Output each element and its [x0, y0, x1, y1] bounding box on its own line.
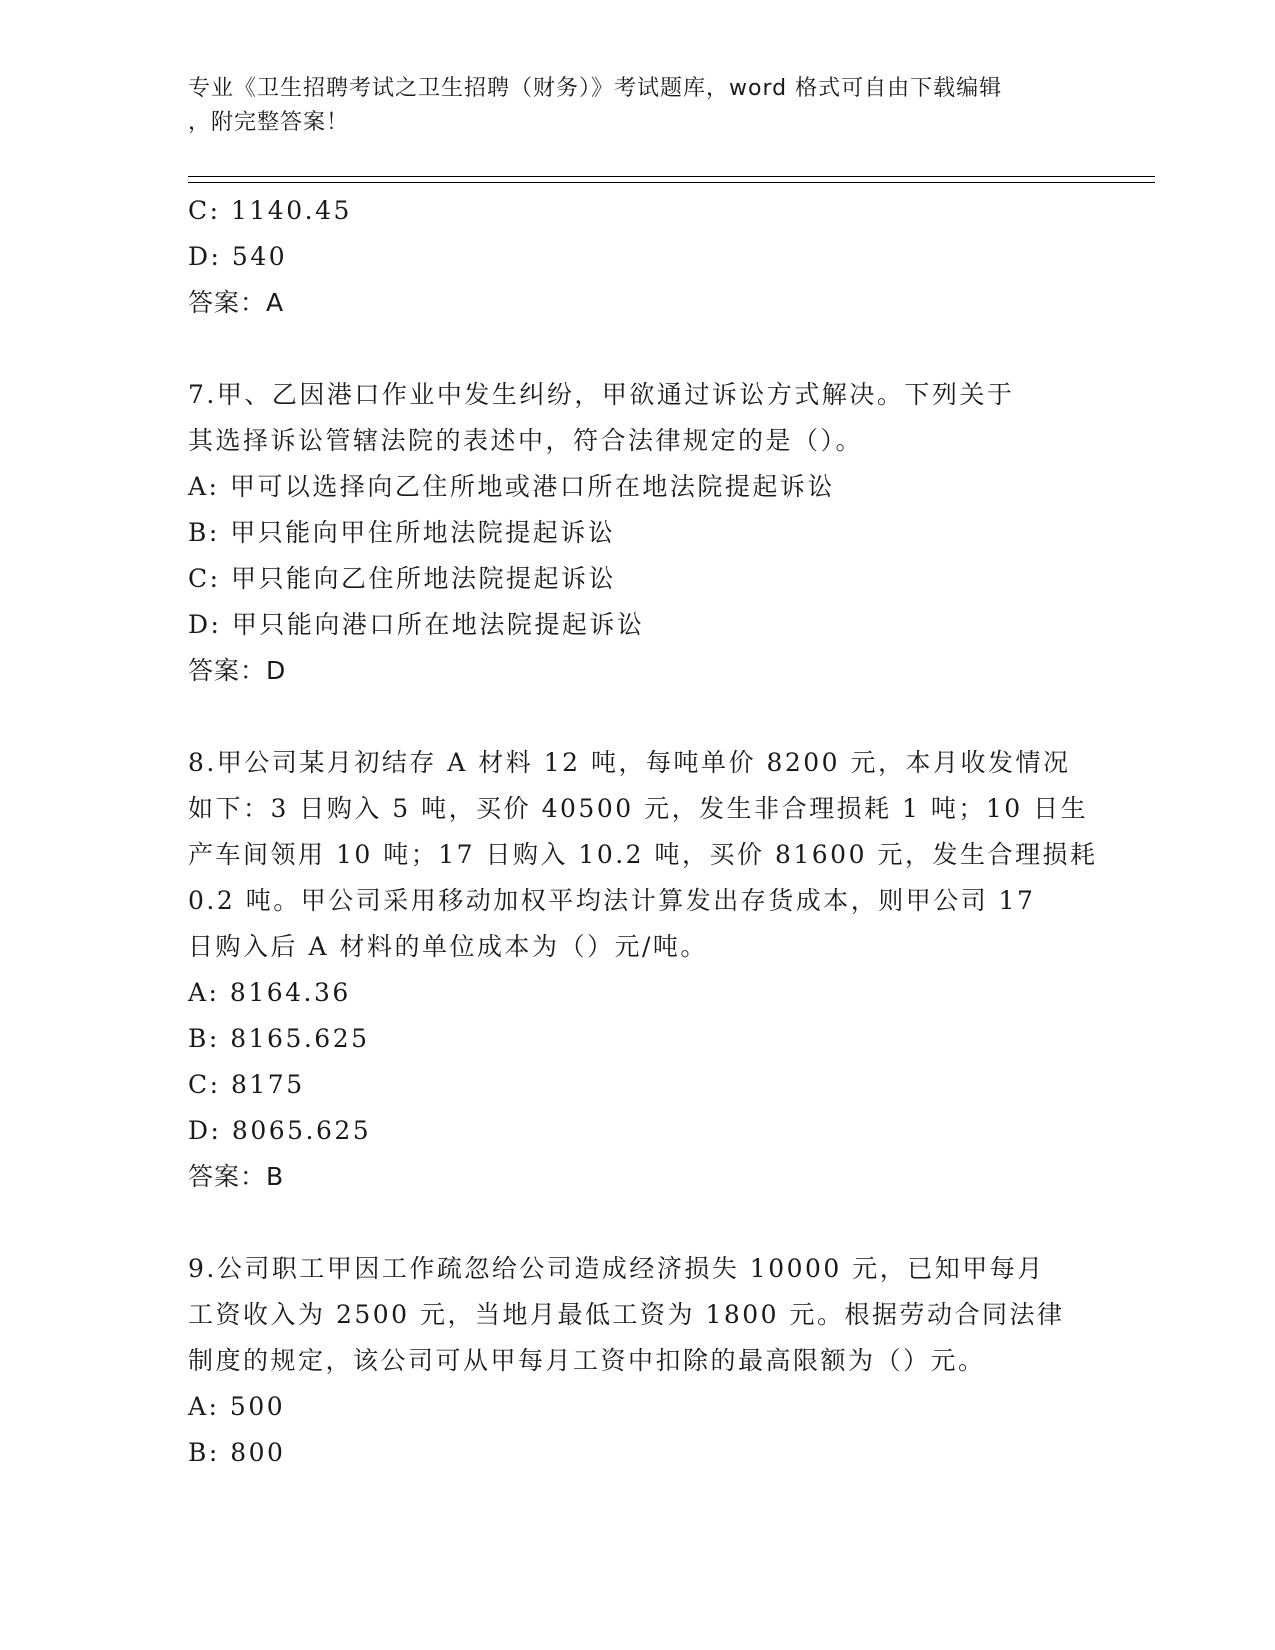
question-9-text-line-1: 9.公司职工甲因工作疏忽给公司造成经济损失 10000 元，已知甲每月 — [188, 1254, 1045, 1283]
question-8-option-c: C: 8175 — [188, 1070, 305, 1099]
question-8-text-line-5: 日购入后 A 材料的单位成本为（）元/吨。 — [188, 932, 708, 961]
question-6-option-d: D: 540 — [188, 242, 288, 271]
question-8-text-line-1: 8.甲公司某月初结存 A 材料 12 吨，每吨单价 8200 元，本月收发情况 — [188, 748, 1071, 777]
question-8-option-b: B: 8165.625 — [188, 1024, 370, 1053]
question-9-block — [188, 1246, 1068, 1476]
question-8-text-line-3: 产车间领用 10 吨；17 日购入 10.2 吨，买价 81600 元，发生合理损耗 — [188, 840, 1098, 869]
header-divider-top — [188, 176, 1155, 177]
question-7-text-line-2: 其选择诉讼管辖法院的表述中，符合法律规定的是（）。 — [188, 426, 864, 455]
header-divider-bottom — [188, 182, 1155, 183]
document-header — [188, 72, 1068, 140]
question-6-option-c: C: 1140.45 — [188, 196, 352, 225]
spacer — [188, 326, 1068, 372]
question-9-option-b: B: 800 — [188, 1438, 286, 1467]
question-8-text-line-2: 如下：3 日购入 5 吨，买价 40500 元，发生非合理损耗 1 吨；10 日生 — [188, 794, 1089, 823]
question-7-block — [188, 372, 1068, 694]
question-7-option-b: B: 甲只能向甲住所地法院提起诉讼 — [188, 518, 616, 547]
question-8-answer: 答案：B — [188, 1162, 285, 1191]
question-9-text-line-2: 工资收入为 2500 元，当地月最低工资为 1800 元。根据劳动合同法律 — [188, 1300, 1065, 1329]
question-9-option-a: A: 500 — [188, 1392, 286, 1421]
header-line-1: 专业《卫生招聘考试之卫生招聘（财务）》考试题库，word 格式可自由下载编辑 — [188, 76, 1003, 101]
spacer — [188, 1200, 1068, 1246]
question-8-text-line-4: 0.2 吨。甲公司采用移动加权平均法计算发出存货成本，则甲公司 17 — [188, 886, 1036, 915]
question-7-option-d: D: 甲只能向港口所在地法院提起诉讼 — [188, 610, 645, 639]
question-8-option-d: D: 8065.625 — [188, 1116, 372, 1145]
question-9-text-line-3: 制度的规定，该公司可从甲每月工资中扣除的最高限额为（）元。 — [188, 1346, 986, 1375]
question-8-block — [188, 740, 1098, 1200]
question-8-option-a: A: 8164.36 — [188, 978, 351, 1007]
document-body — [188, 188, 1098, 1476]
question-6-answer: 答案：A — [188, 288, 285, 317]
question-7-option-a: A: 甲可以选择向乙住所地或港口所在地法院提起诉讼 — [188, 472, 835, 501]
question-7-answer: 答案：D — [188, 656, 287, 685]
header-line-2: ，附完整答案！ — [188, 110, 350, 135]
spacer — [188, 694, 1068, 740]
question-7-option-c: C: 甲只能向乙住所地法院提起诉讼 — [188, 564, 616, 593]
question-7-text-line-1: 7.甲、乙因港口作业中发生纠纷，甲欲通过诉讼方式解决。下列关于 — [188, 380, 1015, 409]
question-6-block — [188, 188, 1068, 326]
